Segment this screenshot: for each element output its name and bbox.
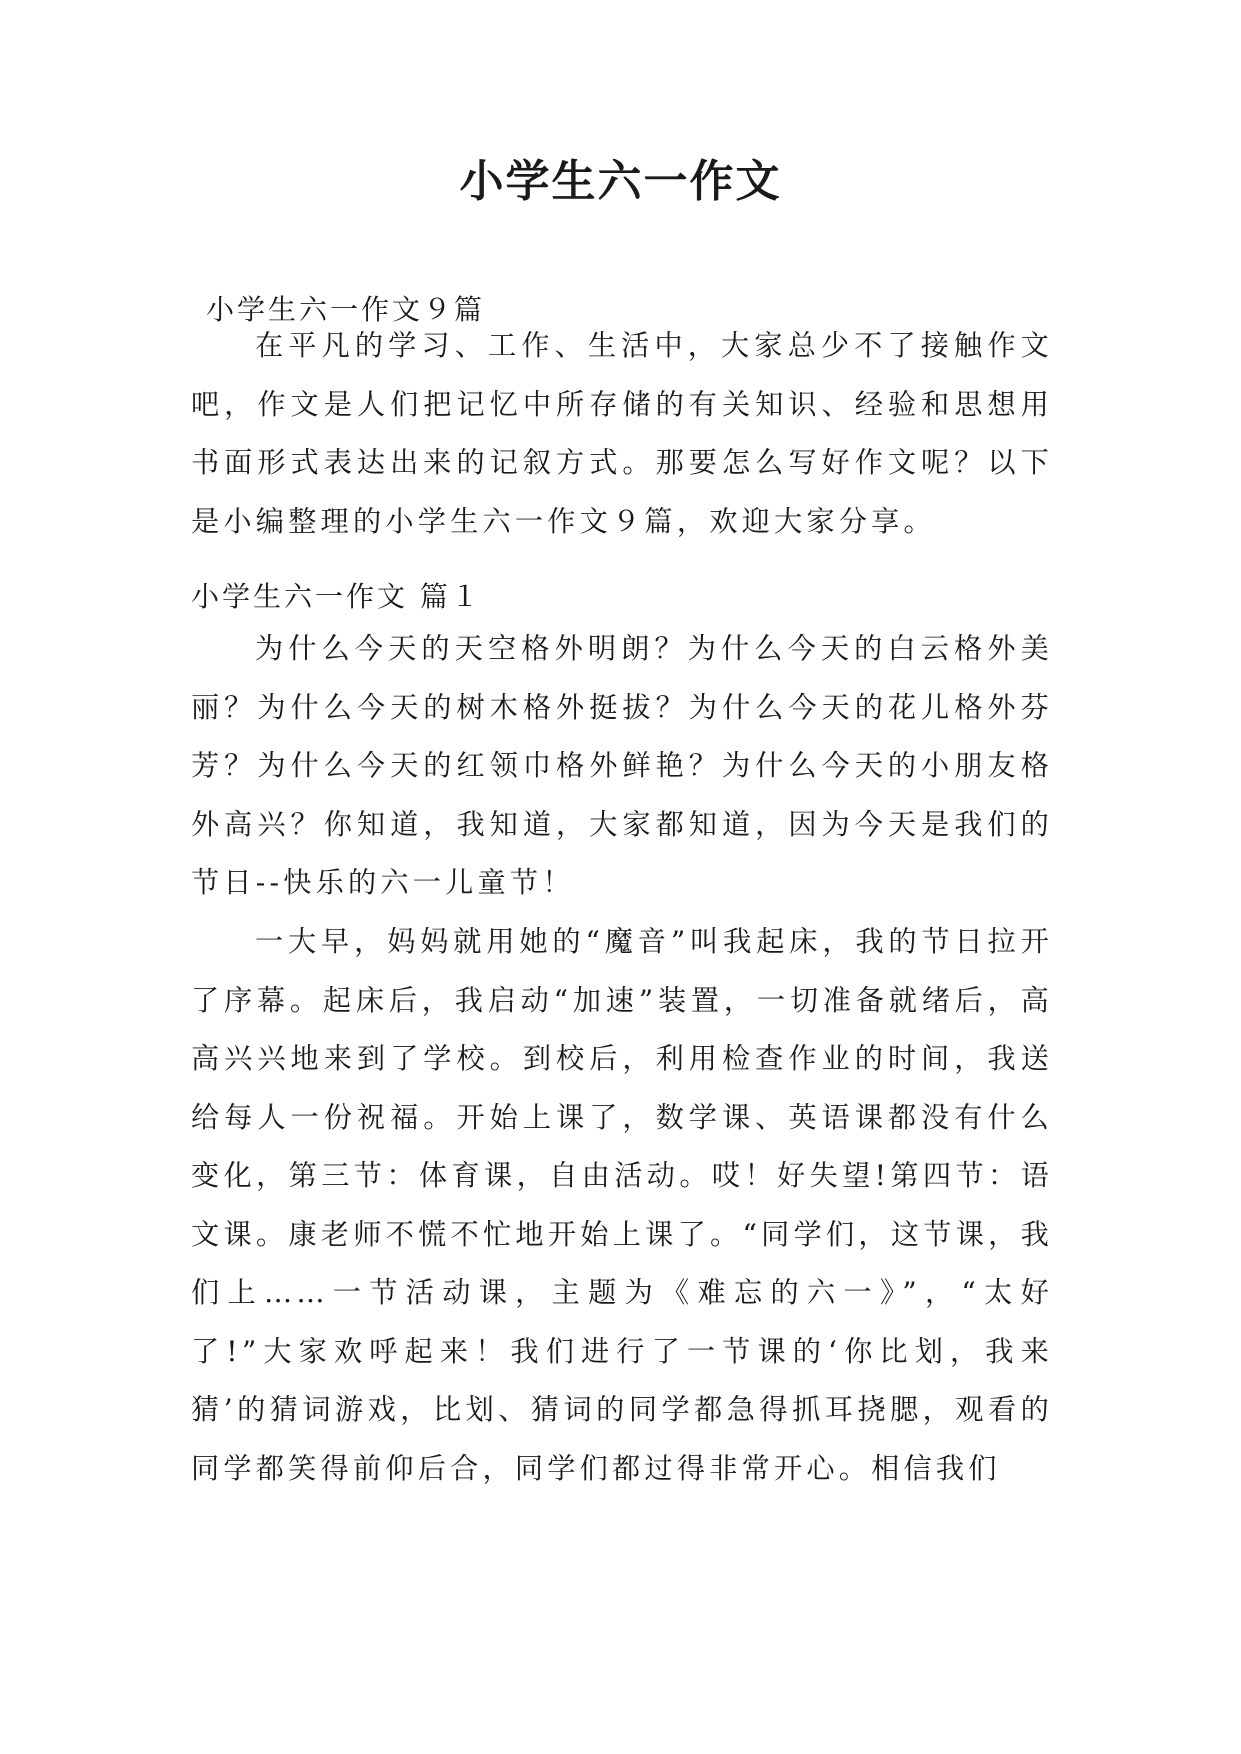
- document-title: 小学生六一作文: [459, 156, 782, 207]
- body-paragraph: 为什么今天的天空格外明朗？为什么今天的白云格外美丽？为什么今天的树木格外挺拔？为什么今天的花儿格外芬芳？为什么今天的红领巾格外鲜艳？为什么今天的小朋友格外高兴？你知道，我知道，大家都知道，因为今天是我们的节日--快乐的六一儿童节！: [191, 632, 1053, 899]
- document-subtitle: 小学生六一作文９篇: [206, 293, 486, 326]
- section-heading: 小学生六一作文 篇１: [191, 580, 482, 613]
- intro-paragraph: 在平凡的学习、工作、生活中，大家总少不了接触作文吧，作文是人们把记忆中所存储的有关知识、经验和思想用书面形式表达出来的记叙方式。那要怎么写好作文呢？以下是小编整理的小学生六一作文９篇，欢迎大家分享。: [191, 329, 1053, 538]
- body-paragraph: 一大早，妈妈就用她的“魔音”叫我起床，我的节日拉开了序幕。起床后，我启动“加速”装置，一切准备就绪后，高高兴兴地来到了学校。到校后，利用检查作业的时间，我送给每人一份祝福。开始上课了，数学课、英语课都没有什么变化，第三节：体育课，自由活动。哎！好失望!第四节：语文课。康老师不慌不忙地开始上课了。“同学们，这节课，我们上……一节活动课，主题为《难忘的六一》”，“太好了!”大家欢呼起来！我们进行了一节课的‘你比划，我来猜’的猜词游戏，比划、猜词的同学都急得抓耳挠腮，观看的同学都笑得前仰后合，同学们都过得非常开心。相信我们: [191, 925, 1053, 1485]
